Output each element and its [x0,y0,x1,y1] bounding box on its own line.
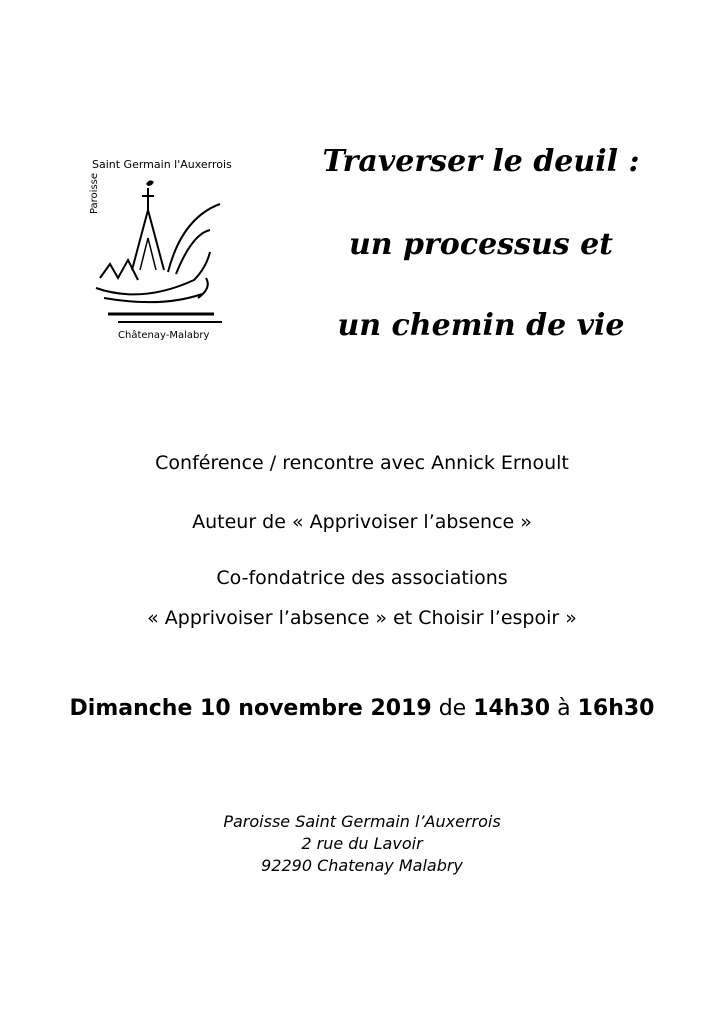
associations-names: « Apprivoiser l’absence » et Choisir l’espoir » [147,607,577,629]
address-line-1: Paroisse Saint Germain l’Auxerrois [223,812,501,831]
author-book: Auteur de « Apprivoiser l’absence » [192,511,532,533]
church-river-logo-icon [82,148,242,354]
title-line-2: un processus et [348,227,614,262]
event-de: de [438,696,467,721]
logo-town: Châtenay-Malabry [118,330,210,341]
cofounder-label: Co-fondatrice des associations [216,567,508,589]
parish-logo [82,148,242,354]
address-line-2: 2 rue du Lavoir [301,834,423,853]
logo-side-label: Paroisse [89,172,101,215]
conference-speaker: Conférence / rencontre avec Annick Ernoult [155,452,569,474]
event-a: à [557,696,571,721]
logo-parish-name: Saint Germain l'Auxerrois [92,158,232,171]
event-end-time: 16h30 [577,696,655,721]
event-date-time [0,696,724,721]
title-line-1: Traverser le deuil : [322,144,640,179]
title-line-3: un chemin de vie [337,308,625,343]
event-start-time: 14h30 [473,696,551,721]
address-line-3: 92290 Chatenay Malabry [261,856,463,875]
event-day: Dimanche 10 novembre 2019 [69,696,432,721]
